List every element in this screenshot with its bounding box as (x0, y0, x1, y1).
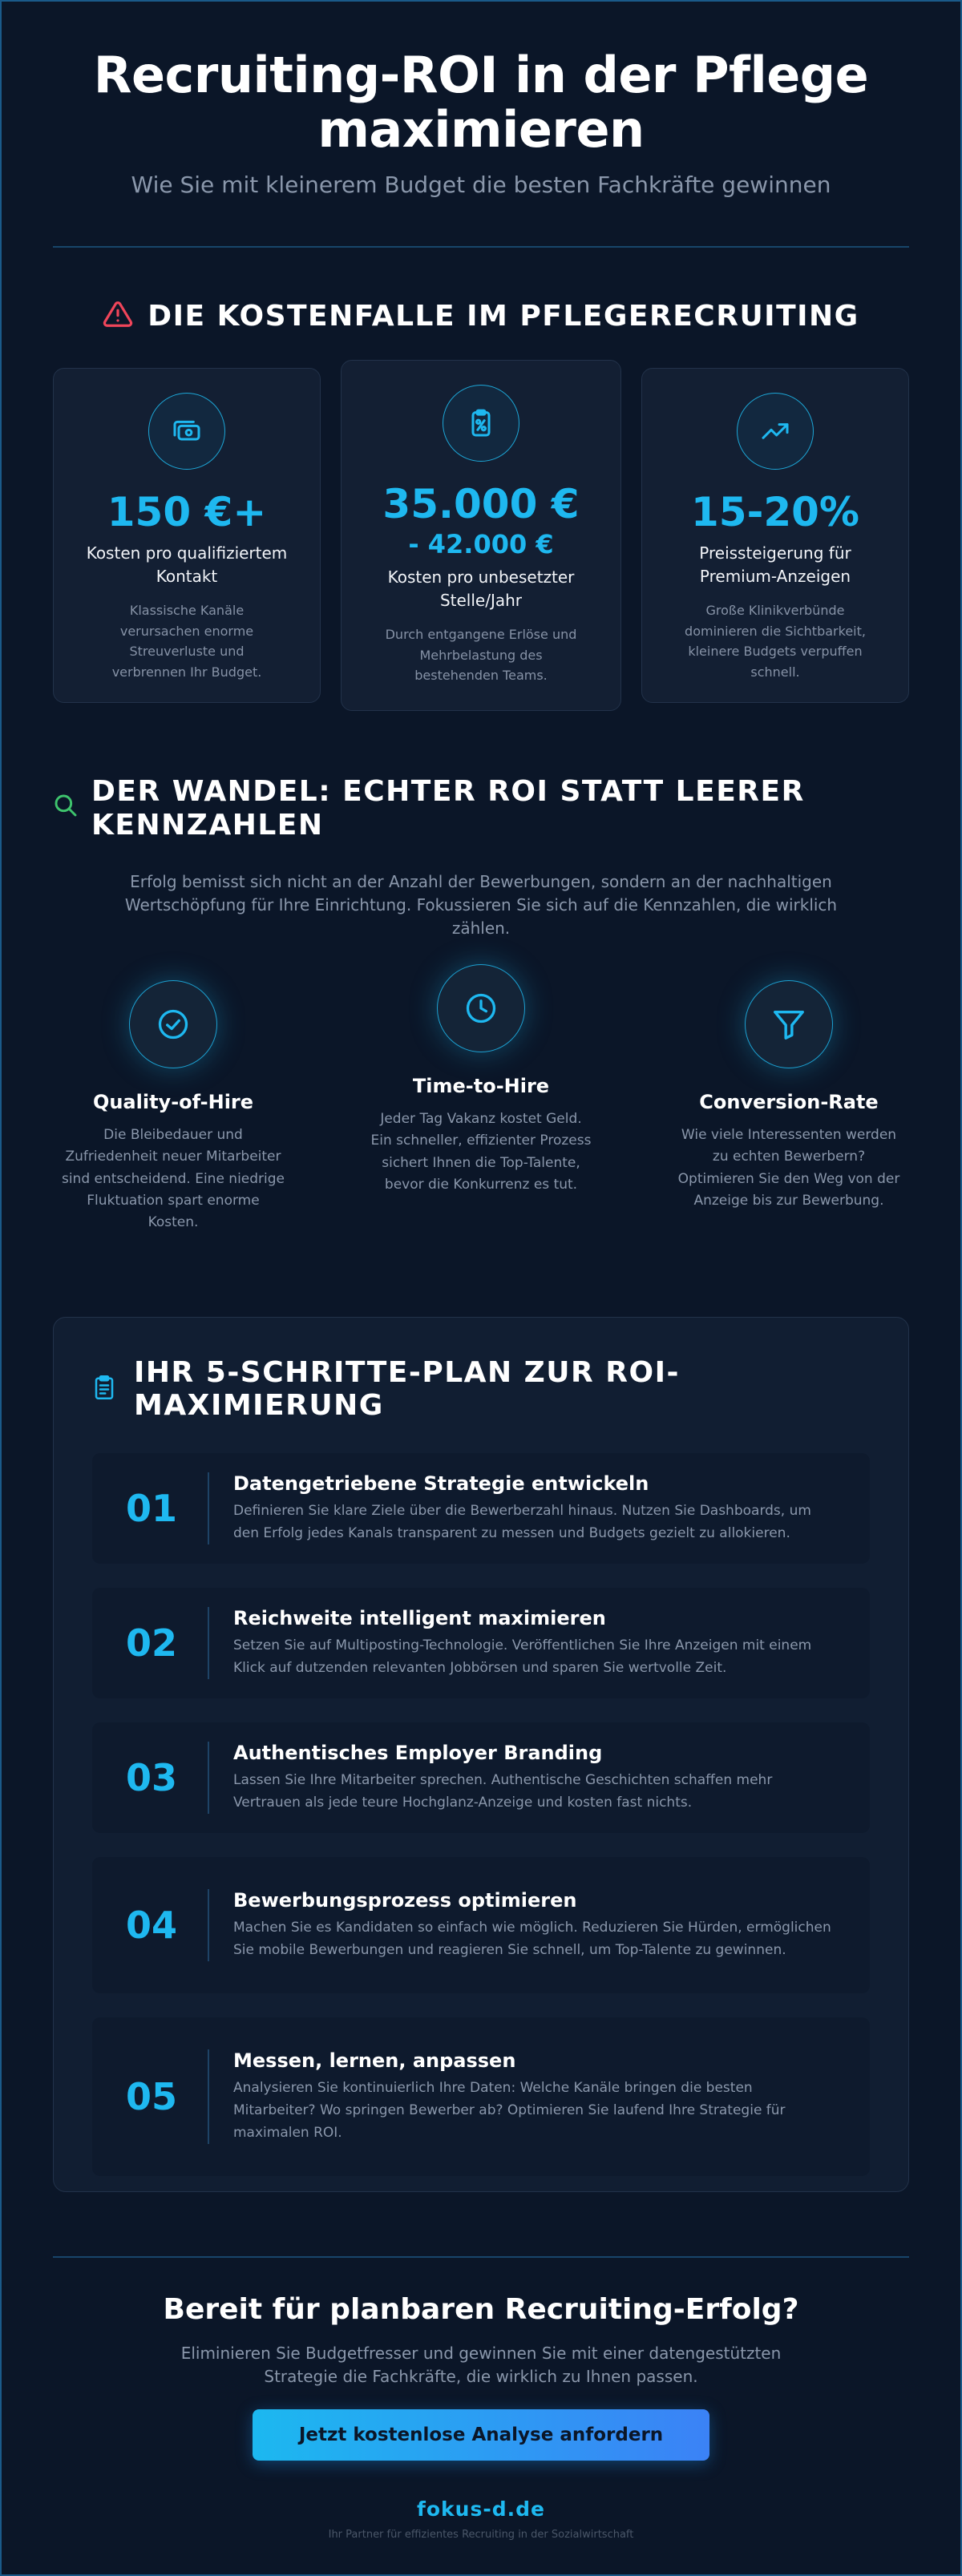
step-divider (208, 1607, 209, 1679)
step-item (92, 1722, 870, 1833)
kpi-quality-of-hire (53, 980, 293, 1233)
kpi-list (53, 980, 909, 1233)
cost-card-premium (641, 368, 909, 703)
wandel-section (53, 775, 909, 1233)
cost-description: Durch entgangene Erlöse und Mehrbelastung des bestehenden Teams. (385, 627, 577, 684)
step-number: 05 (125, 2075, 177, 2119)
kpi-description: Wie viele Interessenten werden zu echten Bewerbern? Optimieren Sie den Weg von der Anzeige bis zur Bewerbung. (677, 1127, 900, 1209)
cost-description: Klassische Kanäle verursachen enorme Streuverluste und verbrennen Ihr Budget. (111, 603, 262, 680)
cta-text: Eliminieren Sie Budgetfresser und gewinnen Sie mit einer datengestützten Strategie die Fachkräfte, die wirklich zu Ihnen passen. (180, 2344, 782, 2387)
step-description: Lassen Sie Ihre Mitarbeiter sprechen. Authentische Geschichten schaffen mehr Vertrauen als jede teure Hochglanz-Anzeige und kosten fast nichts. (233, 1772, 773, 1811)
wandel-section-title: DER WANDEL: ECHTER ROI STATT LEERER KENNZAHLEN (91, 775, 805, 842)
step-description: Setzen Sie auf Multiposting-Technologie. Veröffentlichen Sie Ihre Anzeigen mit einem Klick auf dutzenden relevanten Jobbörsen und sparen Sie wertvolle Zeit. (233, 1637, 812, 1677)
plan-section-title: IHR 5-SCHRITTE-PLAN ZUR ROI-MAXIMIERUNG (134, 1356, 680, 1423)
step-title: Datengetriebene Strategie entwickeln (233, 1472, 649, 1495)
check-circle-icon (129, 980, 217, 1068)
footer-brand-link[interactable]: fokus-d.de (417, 2497, 545, 2521)
step-divider (208, 1889, 209, 1961)
wandel-intro: Erfolg bemisst sich nicht an der Anzahl der Bewerbungen, sondern an der nachhaltigen Wertschöpfung für Ihre Einrichtung. Fokussieren Sie sich auf die Kennzahlen, die wirklich zählen. (124, 872, 838, 939)
cost-section-heading (53, 299, 909, 333)
plan-section (53, 1317, 909, 2192)
step-title: Authentisches Employer Branding (233, 1742, 603, 1765)
step-divider (208, 1742, 209, 1814)
cost-card-contact (53, 368, 321, 703)
warning-icon (103, 299, 133, 333)
cost-value: 150 €+ (107, 489, 267, 536)
search-icon (53, 793, 79, 822)
page-subtitle: Wie Sie mit kleinerem Budget die besten Fachkräfte gewinnen (131, 172, 831, 199)
step-description: Machen Sie es Kandidaten so einfach wie möglich. Reduzieren Sie Hürden, ermöglichen Sie mobile Bewerbungen und reagieren Sie schnell, um Top-Talente zu gewinnen. (233, 1920, 831, 1959)
step-divider (208, 1472, 209, 1544)
step-item (92, 1857, 870, 1993)
kpi-time-to-hire (361, 964, 601, 1196)
cost-label: Kosten pro unbesetzter Stelle/Jahr (387, 567, 575, 610)
page-header (53, 2, 909, 198)
cost-value: 15-20% (690, 489, 859, 536)
clock-icon (437, 964, 525, 1052)
step-description: Analysieren Sie kontinuierlich Ihre Daten: Welche Kanäle bringen die besten Mitarbeiter? Wo springen Bewerber ab? Optimieren Sie laufend Ihre Strategie für maximalen ROI. (233, 2080, 786, 2142)
step-description: Definieren Sie klare Ziele über die Bewerberzahl hinaus. Nutzen Sie Dashboards, um den Erfolg jedes Kanals transparent zu messen und Budgets gezielt zu allokieren. (233, 1502, 811, 1541)
money-icon (148, 393, 225, 470)
kpi-conversion-rate (669, 980, 909, 1212)
footer-tagline: Ihr Partner für effizientes Recruiting in der Sozialwirtschaft (328, 2529, 634, 2542)
kpi-title: Time-to-Hire (412, 1075, 550, 1098)
plan-section-heading (92, 1356, 870, 1423)
kpi-description: Die Bleibedauer und Zufriedenheit neuer Mitarbeiter sind entscheidend. Eine niedrige Fluktuation spart enorme Kosten. (61, 1127, 285, 1230)
request-analysis-button[interactable]: Jetzt kostenlose Analyse anfordern (253, 2409, 709, 2461)
trend-up-icon (737, 393, 814, 470)
step-title: Messen, lernen, anpassen (233, 2049, 516, 2073)
cost-label: Kosten pro qualifiziertem Kontakt (86, 543, 288, 586)
step-divider (208, 2049, 209, 2144)
cost-section (53, 299, 909, 711)
step-number: 02 (125, 1621, 177, 1666)
cta-title: Bereit für planbaren Recruiting-Erfolg? (163, 2293, 799, 2327)
funnel-icon (745, 980, 833, 1068)
cost-value: 35.000 € (382, 481, 580, 528)
vacancy-icon (443, 385, 519, 462)
step-item (92, 2017, 870, 2176)
cost-value-range: - 42.000 € (408, 529, 554, 560)
cost-card-vacancy (341, 360, 621, 711)
cost-label: Preissteigerung für Premium-Anzeigen (699, 543, 851, 586)
kpi-title: Quality-of-Hire (92, 1091, 254, 1114)
step-item (92, 1588, 870, 1698)
kpi-title: Conversion-Rate (699, 1091, 879, 1114)
wandel-section-heading (53, 775, 909, 842)
step-list (92, 1453, 870, 2177)
header-divider (53, 246, 909, 248)
cta-section (53, 2258, 909, 2541)
cost-section-title: DIE KOSTENFALLE IM PFLEGERECRUITING (148, 299, 859, 333)
step-title: Bewerbungsprozess optimieren (233, 1889, 577, 1912)
step-item (92, 1453, 870, 1564)
step-number: 01 (125, 1486, 177, 1530)
step-number: 04 (125, 1904, 177, 1948)
cost-cards (53, 360, 909, 711)
step-number: 03 (125, 1756, 177, 1800)
step-title: Reichweite intelligent maximieren (233, 1606, 606, 1629)
clipboard-icon (92, 1374, 116, 1404)
cost-description: Große Klinikverbünde dominieren die Sichtbarkeit, kleinere Budgets verpuffen schnell. (685, 603, 866, 680)
kpi-description: Jeder Tag Vakanz kostet Geld. Ein schneller, effizienter Prozess sichert Ihnen die Top-Talente, bevor die Konkurrenz es tut. (370, 1111, 592, 1193)
page-title: Recruiting-ROI in der Pflege maximieren (93, 46, 869, 159)
